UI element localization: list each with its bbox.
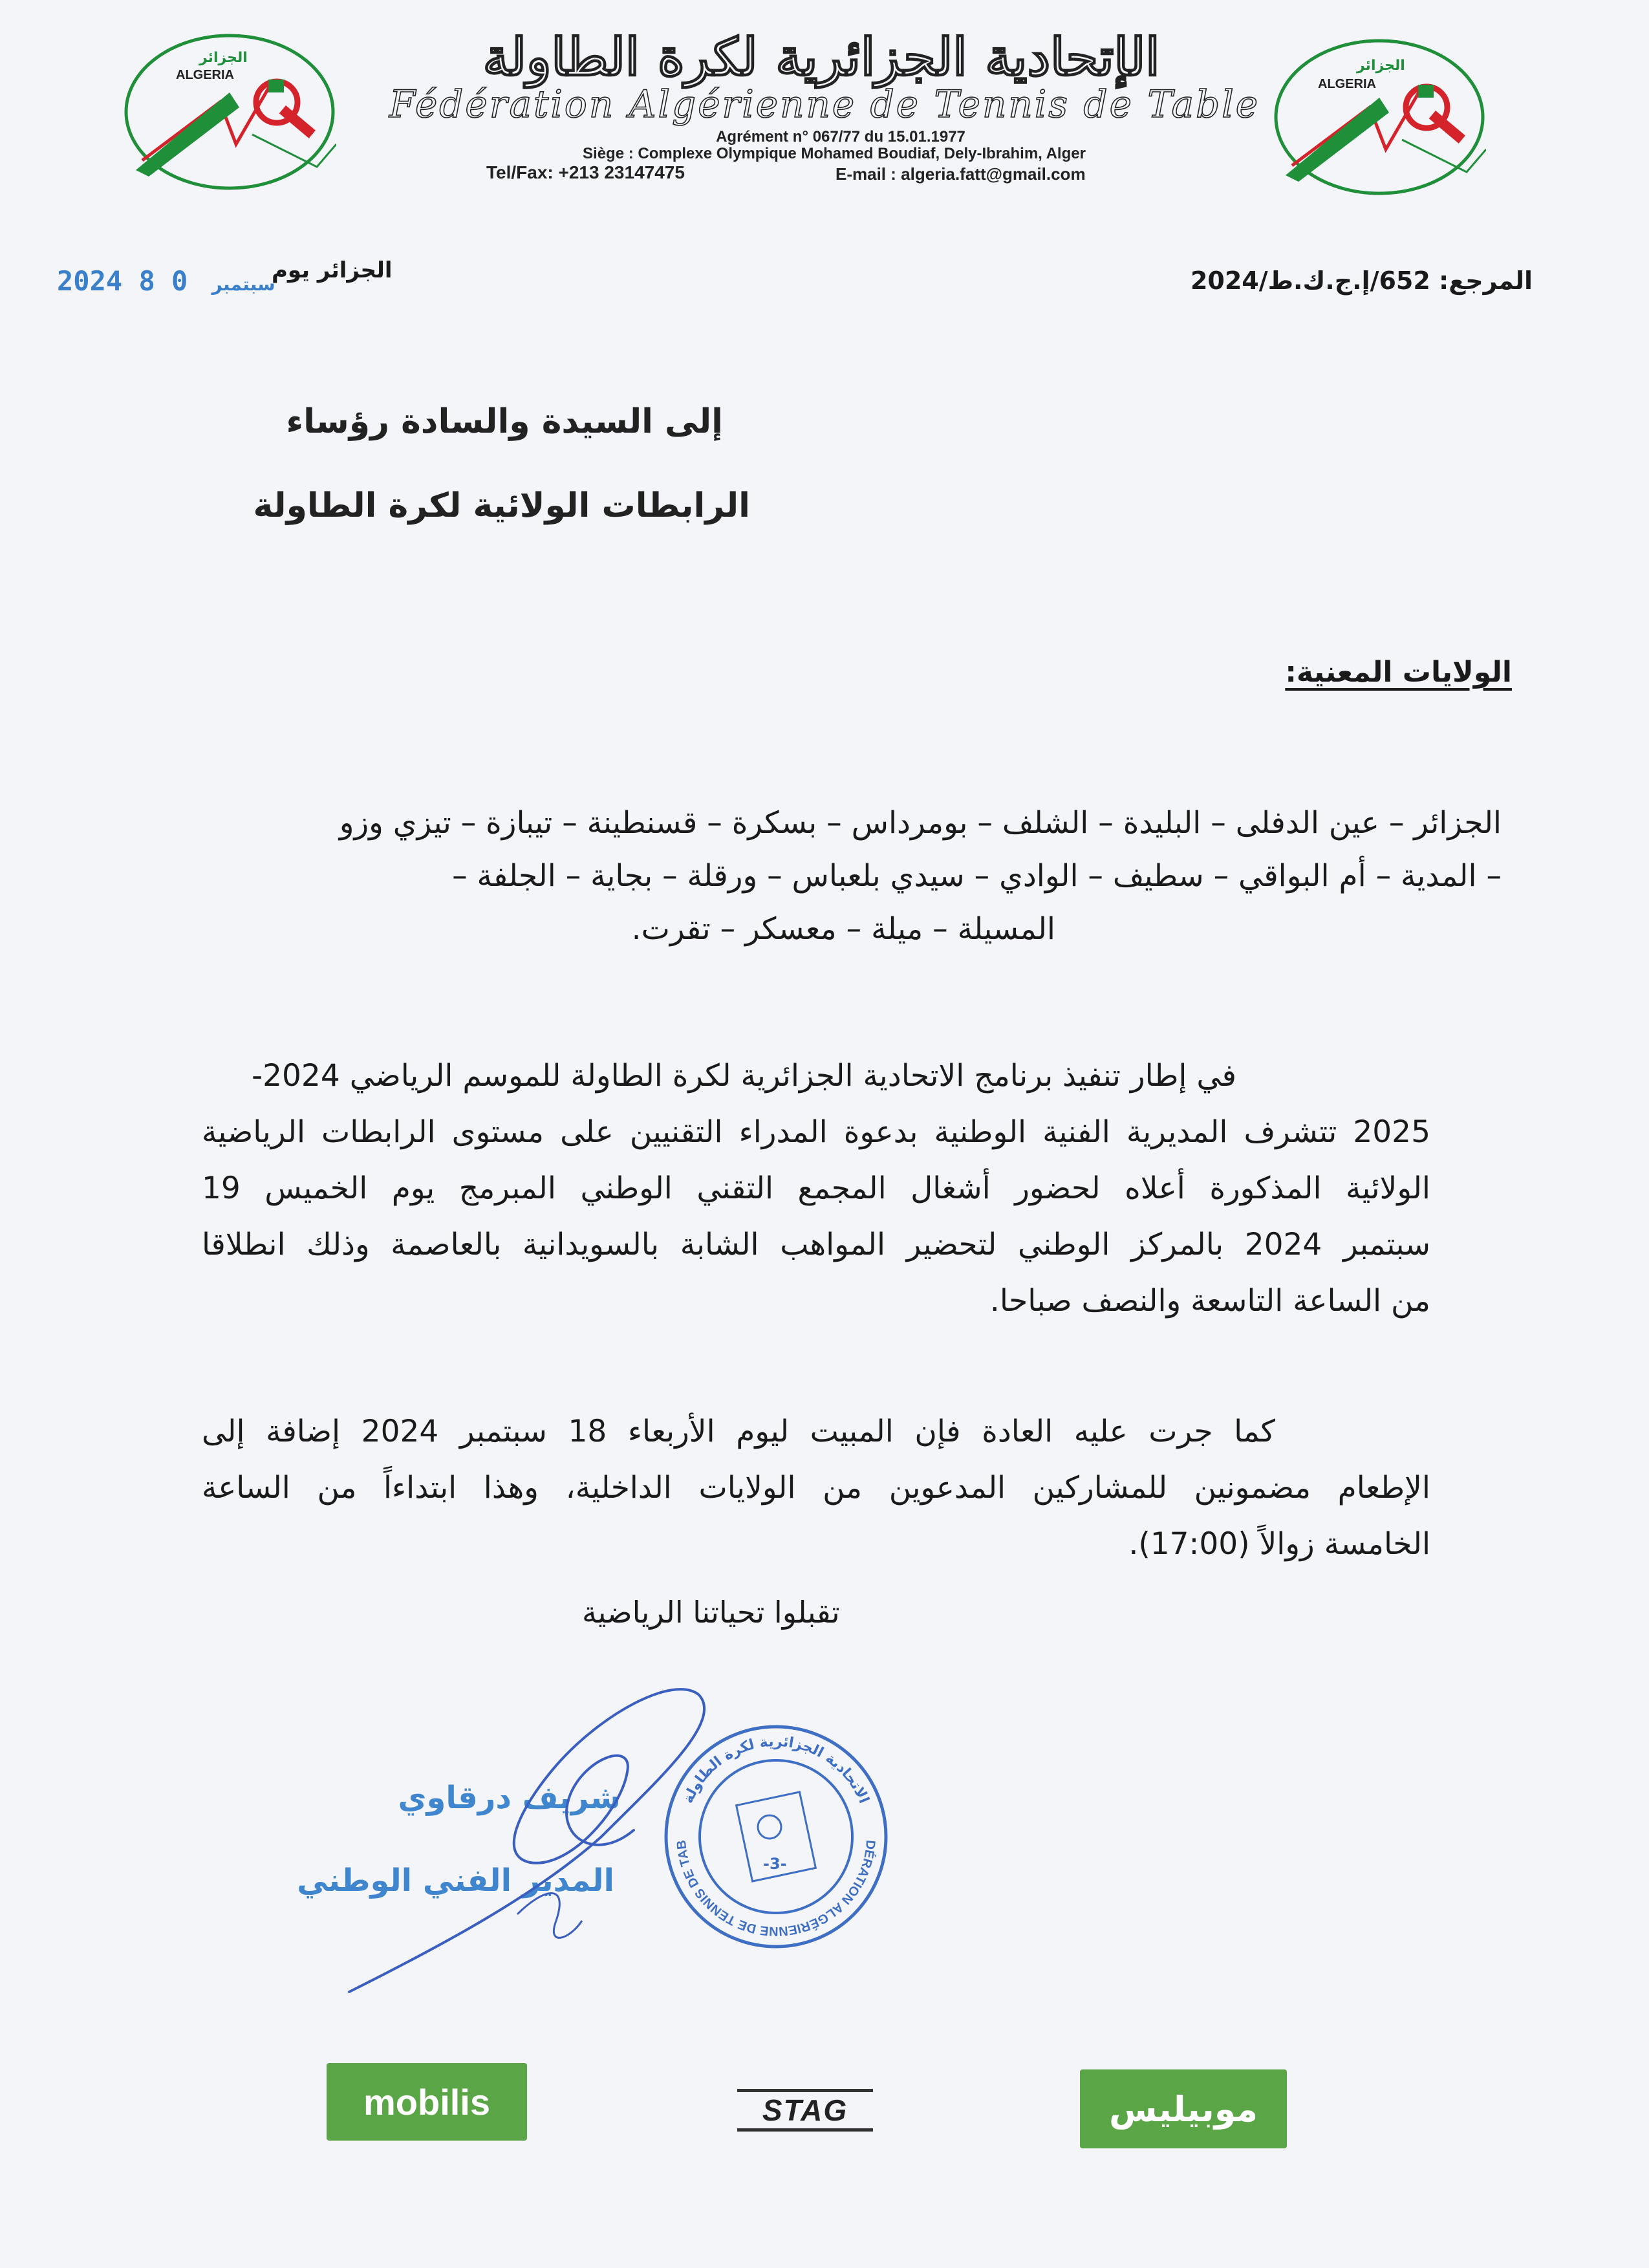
body-paragraph-2 [202,1403,1430,1572]
sponsor-mobilis-latin-label: mobilis [363,2081,491,2122]
paragraph-line: كما جرت عليه العادة فإن المبيت ليوم الأربعاء 18 سبتمبر 2024 إضافة إلى [202,1414,1275,1449]
federation-name-french: Fédération Algérienne de Tennis de Table [389,82,1260,126]
federation-siege: Siège : Complexe Olympique Mohamed Boudiaf, Dely-Ibrahim, Alger [583,145,1086,162]
place-date-label: الجزائر يوم [272,257,393,283]
logo-right-country: ALGERIA [1318,77,1376,91]
sponsor-mobilis-arabic-label: موبيليس [1108,2088,1258,2130]
addressee-line-1: إلى السيدة والسادة رؤساء [286,402,723,441]
date-stamp-year: 2024 [57,265,123,297]
federation-logo-right [1273,36,1486,198]
paragraph-line: 2025 تتشرف المديرية الفنية الوطنية بدعوة المدراء التقنيين على مستوى الرابطات الرياضية [202,1114,1430,1150]
seal-text-arabic: الاتحادية الجزائرية لكرة الطاولة [680,1733,872,1806]
federation-telfax: Tel/Fax: +213 23147475 [486,162,685,182]
wilayas-line: الجزائر – عين الدفلى – البليدة – الشلف – بومرداس – بسكرة – قسنطينة – تيبازة – تيزي وزو [339,805,1502,841]
wilayas-line: – المدية – أم البواقي – سطيف – الوادي – سيدي بلعباس – ورقلة – بجاية – الجلفة – [452,858,1502,894]
logo-left-country: ALGERIA [176,68,234,82]
signatory-title: المدير الفني الوطني [297,1863,614,1899]
sponsor-mobilis-arabic [1080,2069,1287,2148]
date-stamp [57,265,283,297]
paragraph-line: سبتمبر 2024 بالمركز الوطني لتحضير المواهب الشابة بالسويدانية بالعاصمة وذلك انطلاقا [202,1227,1430,1262]
paragraph-line: الولائية المذكورة أعلاه لحضور أشغال المجمع التقني الوطني المبرمج يوم الخميس 19 [202,1171,1430,1206]
federation-logo-left [123,31,336,193]
paragraph-line: الخامسة زوالاً (17:00). [1128,1526,1430,1562]
wilayas-heading: الولايات المعنية: [1285,656,1512,689]
federation-email: E-mail : algeria.fatt@gmail.com [835,164,1086,184]
logo-left-arabic: الجزائر [199,50,248,66]
logo-right-arabic: الجزائر [1357,58,1405,74]
addressee-line-2: الرابطات الولائية لكرة الطاولة [253,486,750,525]
seal-center-number: -3- [763,1855,787,1873]
wilayas-list [208,797,1502,956]
closing-salutation: تقبلوا تحياتنا الرياضية [582,1595,840,1630]
federation-agrement: Agrément n° 067/77 du 15.01.1977 [716,128,965,146]
paragraph-line: من الساعة التاسعة والنصف صباحا. [989,1283,1430,1319]
federation-name-arabic: الإتحادية الجزائرية لكرة الطاولة [482,27,1160,87]
sponsor-stag-label: STAG [762,2093,848,2127]
federation-seal [660,1720,892,1956]
wilayas-line: المسيلة – ميلة – معسكر – تقرت. [631,911,1055,947]
sponsor-stag [737,2089,873,2132]
date-stamp-month: سبتمبر [211,274,275,295]
paragraph-line: في إطار تنفيذ برنامج الاتحادية الجزائرية لكرة الطاولة للموسم الرياضي 2024- [252,1058,1236,1094]
paragraph-line: الإطعام مضمونين للمشاركين المدعوين من الولايات الداخلية، وهذا ابتداءاً من الساعة [202,1470,1430,1506]
seal-text-french: DÉRATION ALGÉRIENNE DE TENNIS DE TAB [674,1839,878,1939]
signatory-name: شريف درقاوي [398,1780,621,1816]
sponsor-mobilis-latin [327,2063,527,2141]
reference-number: المرجع: 652/إ.ج.ك.ط/2024 [1190,266,1533,295]
svg-text:الاتحادية الجزائرية لكرة الطاو [680,1734,872,1806]
body-paragraph-1 [202,1048,1430,1329]
date-stamp-day: 0 8 [138,265,188,297]
